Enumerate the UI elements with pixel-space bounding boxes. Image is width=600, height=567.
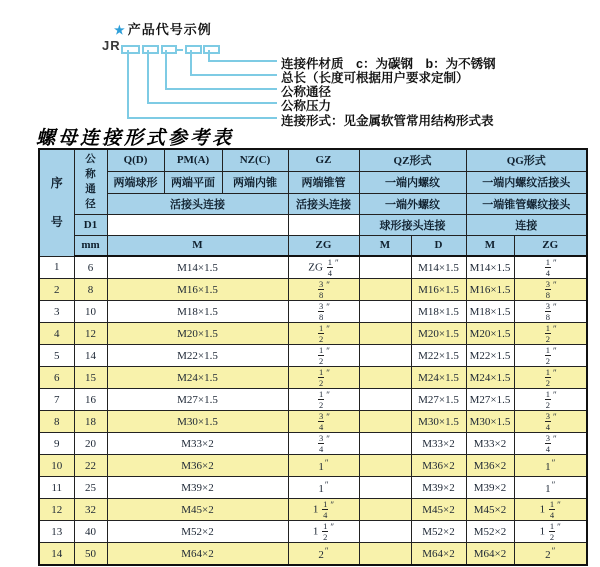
- header-mm: mm: [74, 235, 107, 256]
- cell-dn: 25: [74, 477, 107, 499]
- table-row: [39, 389, 587, 411]
- cell-no: 1: [39, 256, 74, 279]
- table-row: [39, 323, 587, 345]
- cell-m: M27×1.5: [107, 389, 288, 411]
- connector-line: [165, 50, 167, 90]
- star-icon: ★: [114, 23, 126, 37]
- cell-dn: 16: [74, 389, 107, 411]
- cell-m: M14×1.5: [107, 256, 288, 279]
- code-box-1: [121, 45, 140, 54]
- cell-no: 14: [39, 543, 74, 566]
- cell-qz_d: M36×2: [411, 455, 466, 477]
- cell-qg_zg: $\frac{3}{8}$ ″: [514, 301, 587, 323]
- cell-dn: 20: [74, 433, 107, 455]
- table-row: [39, 499, 587, 521]
- cell-qg_m: M18×1.5: [466, 301, 514, 323]
- connector-line: [127, 117, 277, 119]
- cell-dn: 12: [74, 323, 107, 345]
- cell-dn: 32: [74, 499, 107, 521]
- cell-qg_m: M52×2: [466, 521, 514, 543]
- cell-zg: $\frac{1}{2}$ ″: [288, 323, 359, 345]
- header-union-conn-gz: 活接头连接: [288, 193, 359, 214]
- cell-qg_m: M30×1.5: [466, 411, 514, 433]
- cell-qg_zg: $\frac{3}{4}$ ″: [514, 433, 587, 455]
- cell-qg_zg: $\frac{3}{8}$ ″: [514, 279, 587, 301]
- cell-dn: 14: [74, 345, 107, 367]
- header-group-pma: PM(A): [164, 149, 222, 171]
- cell-qg_zg: 1 $\frac{1}{4}$ ″: [514, 499, 587, 521]
- cell-qg_m: M16×1.5: [466, 279, 514, 301]
- cell-zg: 2″: [288, 543, 359, 566]
- cell-m: M52×2: [107, 521, 288, 543]
- cell-dn: 6: [74, 256, 107, 279]
- table-row: [39, 455, 587, 477]
- cell-no: 10: [39, 455, 74, 477]
- cell-qz_m: [359, 323, 411, 345]
- cell-qg_m: M36×2: [466, 455, 514, 477]
- code-dash: [177, 49, 183, 51]
- cell-dn: 8: [74, 279, 107, 301]
- header-unit-qz-m: M: [359, 235, 411, 256]
- cell-no: 6: [39, 367, 74, 389]
- cell-qz_d: M30×1.5: [411, 411, 466, 433]
- header-unit-qz-d: D: [411, 235, 466, 256]
- header-ball-joint-conn: 球形接头连接: [359, 214, 466, 235]
- cell-qz_d: M16×1.5: [411, 279, 466, 301]
- connector-line: [190, 74, 277, 76]
- table-row: [39, 345, 587, 367]
- cell-no: 5: [39, 345, 74, 367]
- cell-m: M64×2: [107, 543, 288, 566]
- table-row: [39, 301, 587, 323]
- cell-m: M36×2: [107, 455, 288, 477]
- label-conn-form: 连接形式：见金属软管常用结构形式表: [281, 114, 494, 128]
- header-d1: D1: [74, 214, 107, 235]
- cell-qg_zg: $\frac{1}{4}$ ″: [514, 256, 587, 279]
- cell-m: M39×2: [107, 477, 288, 499]
- cell-qg_zg: 2″: [514, 543, 587, 566]
- cell-qz_m: [359, 499, 411, 521]
- cell-qz_d: M24×1.5: [411, 367, 466, 389]
- cell-qz_m: [359, 389, 411, 411]
- code-box-4: [185, 45, 202, 54]
- cell-qg_m: M14×1.5: [466, 256, 514, 279]
- connector-line: [147, 102, 277, 104]
- cell-zg: 1″: [288, 455, 359, 477]
- cell-qz_d: M39×2: [411, 477, 466, 499]
- connector-line: [208, 60, 277, 62]
- table-row: [39, 279, 587, 301]
- header-qz-inner: 一端内螺纹: [359, 171, 466, 193]
- code-box-2: [142, 45, 159, 54]
- header-union-conn: 活接头连接: [107, 193, 288, 214]
- cell-dn: 10: [74, 301, 107, 323]
- code-example-title-text: 产品代号示例: [127, 22, 212, 37]
- cell-no: 13: [39, 521, 74, 543]
- cell-qz_m: [359, 477, 411, 499]
- cell-dn: 22: [74, 455, 107, 477]
- cell-no: 2: [39, 279, 74, 301]
- code-prefix: JR: [102, 38, 121, 53]
- cell-dn: 18: [74, 411, 107, 433]
- table-row: [39, 433, 587, 455]
- cell-m: M33×2: [107, 433, 288, 455]
- header-group-qg: QG形式: [466, 149, 587, 171]
- cell-dn: 15: [74, 367, 107, 389]
- cell-zg: $\frac{3}{4}$ ″: [288, 433, 359, 455]
- label-material: 连接件材质 c：为碳钢 b：为不锈钢: [281, 57, 496, 71]
- cell-qg_m: M24×1.5: [466, 367, 514, 389]
- cell-qz_m: [359, 345, 411, 367]
- label-nominal-dia: 公称通径: [281, 85, 332, 99]
- nut-connection-table: [38, 148, 588, 566]
- cell-zg: 1″: [288, 477, 359, 499]
- cell-qz_d: M22×1.5: [411, 345, 466, 367]
- cell-m: M30×1.5: [107, 411, 288, 433]
- cell-qg_zg: $\frac{3}{4}$ ″: [514, 411, 587, 433]
- cell-dn: 40: [74, 521, 107, 543]
- cell-qz_d: M52×2: [411, 521, 466, 543]
- cell-qg_m: M33×2: [466, 433, 514, 455]
- cell-qg_m: M22×1.5: [466, 345, 514, 367]
- table-row: [39, 256, 587, 279]
- header-ends-flat: 两端平面: [164, 171, 222, 193]
- cell-qz_d: M14×1.5: [411, 256, 466, 279]
- cell-qz_d: M18×1.5: [411, 301, 466, 323]
- header-conn: 连接: [466, 214, 587, 235]
- cell-dn: 50: [74, 543, 107, 566]
- connector-line: [127, 50, 129, 119]
- cell-qg_zg: $\frac{1}{2}$ ″: [514, 345, 587, 367]
- cell-m: M45×2: [107, 499, 288, 521]
- cell-zg: $\frac{1}{2}$ ″: [288, 345, 359, 367]
- header-unit-zg: ZG: [288, 235, 359, 256]
- code-box-5: [203, 45, 220, 54]
- cell-qz_m: [359, 279, 411, 301]
- cell-zg: 1 $\frac{1}{2}$ ″: [288, 521, 359, 543]
- label-total-length: 总长（长度可根据用户要求定制）: [281, 71, 469, 85]
- cell-m: M16×1.5: [107, 279, 288, 301]
- cell-no: 7: [39, 389, 74, 411]
- cell-qg_m: M64×2: [466, 543, 514, 566]
- cell-no: 3: [39, 301, 74, 323]
- cell-qg_zg: $\frac{1}{2}$ ″: [514, 389, 587, 411]
- cell-m: M20×1.5: [107, 323, 288, 345]
- cell-qz_d: M33×2: [411, 433, 466, 455]
- header-ends-ball: 两端球形: [107, 171, 164, 193]
- header-qz-outer: 一端外螺纹: [359, 193, 466, 214]
- cell-qg_zg: 1 $\frac{1}{2}$ ″: [514, 521, 587, 543]
- cell-qz_m: [359, 521, 411, 543]
- header-unit-qg-m: M: [466, 235, 514, 256]
- cell-no: 8: [39, 411, 74, 433]
- header-group-gz: GZ: [288, 149, 359, 171]
- cell-qz_d: M45×2: [411, 499, 466, 521]
- cell-qz_d: M64×2: [411, 543, 466, 566]
- table-title: 螺母连接形式参考表: [36, 128, 235, 149]
- header-unit-qg-zg: ZG: [514, 235, 587, 256]
- cell-zg: $\frac{3}{8}$ ″: [288, 301, 359, 323]
- table-row: [39, 521, 587, 543]
- table-row: [39, 477, 587, 499]
- cell-qz_d: M20×1.5: [411, 323, 466, 345]
- cell-qz_m: [359, 301, 411, 323]
- header-qg-inner: 一端内螺纹活接头: [466, 171, 587, 193]
- table-row: [39, 543, 587, 566]
- cell-qz_m: [359, 411, 411, 433]
- cell-m: M24×1.5: [107, 367, 288, 389]
- header-nominal-dia: 公 称 通 径: [74, 149, 107, 214]
- label-nominal-press: 公称压力: [281, 99, 332, 113]
- code-example-title: [114, 19, 212, 38]
- table-row: [39, 367, 587, 389]
- table-row: [39, 411, 587, 433]
- cell-zg: 1 $\frac{1}{4}$ ″: [288, 499, 359, 521]
- empty-cell: [288, 214, 359, 235]
- cell-qg_m: M20×1.5: [466, 323, 514, 345]
- header-group-qd: Q(D): [107, 149, 164, 171]
- header-unit-m: M: [107, 235, 288, 256]
- header-group-qz: QZ形式: [359, 149, 466, 171]
- header-qg-taper: 一端锥管螺纹接头: [466, 193, 587, 214]
- cell-zg: ZG $\frac{1}{4}$ ″: [288, 256, 359, 279]
- connector-line: [165, 88, 277, 90]
- cell-zg: $\frac{3}{4}$ ″: [288, 411, 359, 433]
- cell-no: 9: [39, 433, 74, 455]
- connector-line: [147, 50, 149, 104]
- cell-qg_zg: 1″: [514, 477, 587, 499]
- cell-qg_zg: $\frac{1}{2}$ ″: [514, 367, 587, 389]
- header-group-nzc: NZ(C): [222, 149, 288, 171]
- cell-no: 12: [39, 499, 74, 521]
- connector-line: [190, 50, 192, 76]
- cell-qg_m: M39×2: [466, 477, 514, 499]
- cell-qz_d: M27×1.5: [411, 389, 466, 411]
- cell-qz_m: [359, 455, 411, 477]
- cell-zg: $\frac{1}{2}$ ″: [288, 367, 359, 389]
- cell-qg_m: M45×2: [466, 499, 514, 521]
- code-box-3: [161, 45, 177, 54]
- cell-no: 4: [39, 323, 74, 345]
- cell-qg_zg: 1″: [514, 455, 587, 477]
- cell-zg: $\frac{1}{2}$ ″: [288, 389, 359, 411]
- cell-zg: $\frac{3}{8}$ ″: [288, 279, 359, 301]
- header-ends-taper: 两端锥管: [288, 171, 359, 193]
- cell-qz_m: [359, 367, 411, 389]
- empty-cell: [107, 214, 288, 235]
- cell-m: M22×1.5: [107, 345, 288, 367]
- cell-qz_m: [359, 543, 411, 566]
- cell-qz_m: [359, 433, 411, 455]
- header-serial-no: 序 号: [39, 149, 74, 256]
- cell-qg_zg: $\frac{1}{2}$ ″: [514, 323, 587, 345]
- cell-no: 11: [39, 477, 74, 499]
- cell-qz_m: [359, 256, 411, 279]
- cell-m: M18×1.5: [107, 301, 288, 323]
- header-ends-icone: 两端内锥: [222, 171, 288, 193]
- cell-qg_m: M27×1.5: [466, 389, 514, 411]
